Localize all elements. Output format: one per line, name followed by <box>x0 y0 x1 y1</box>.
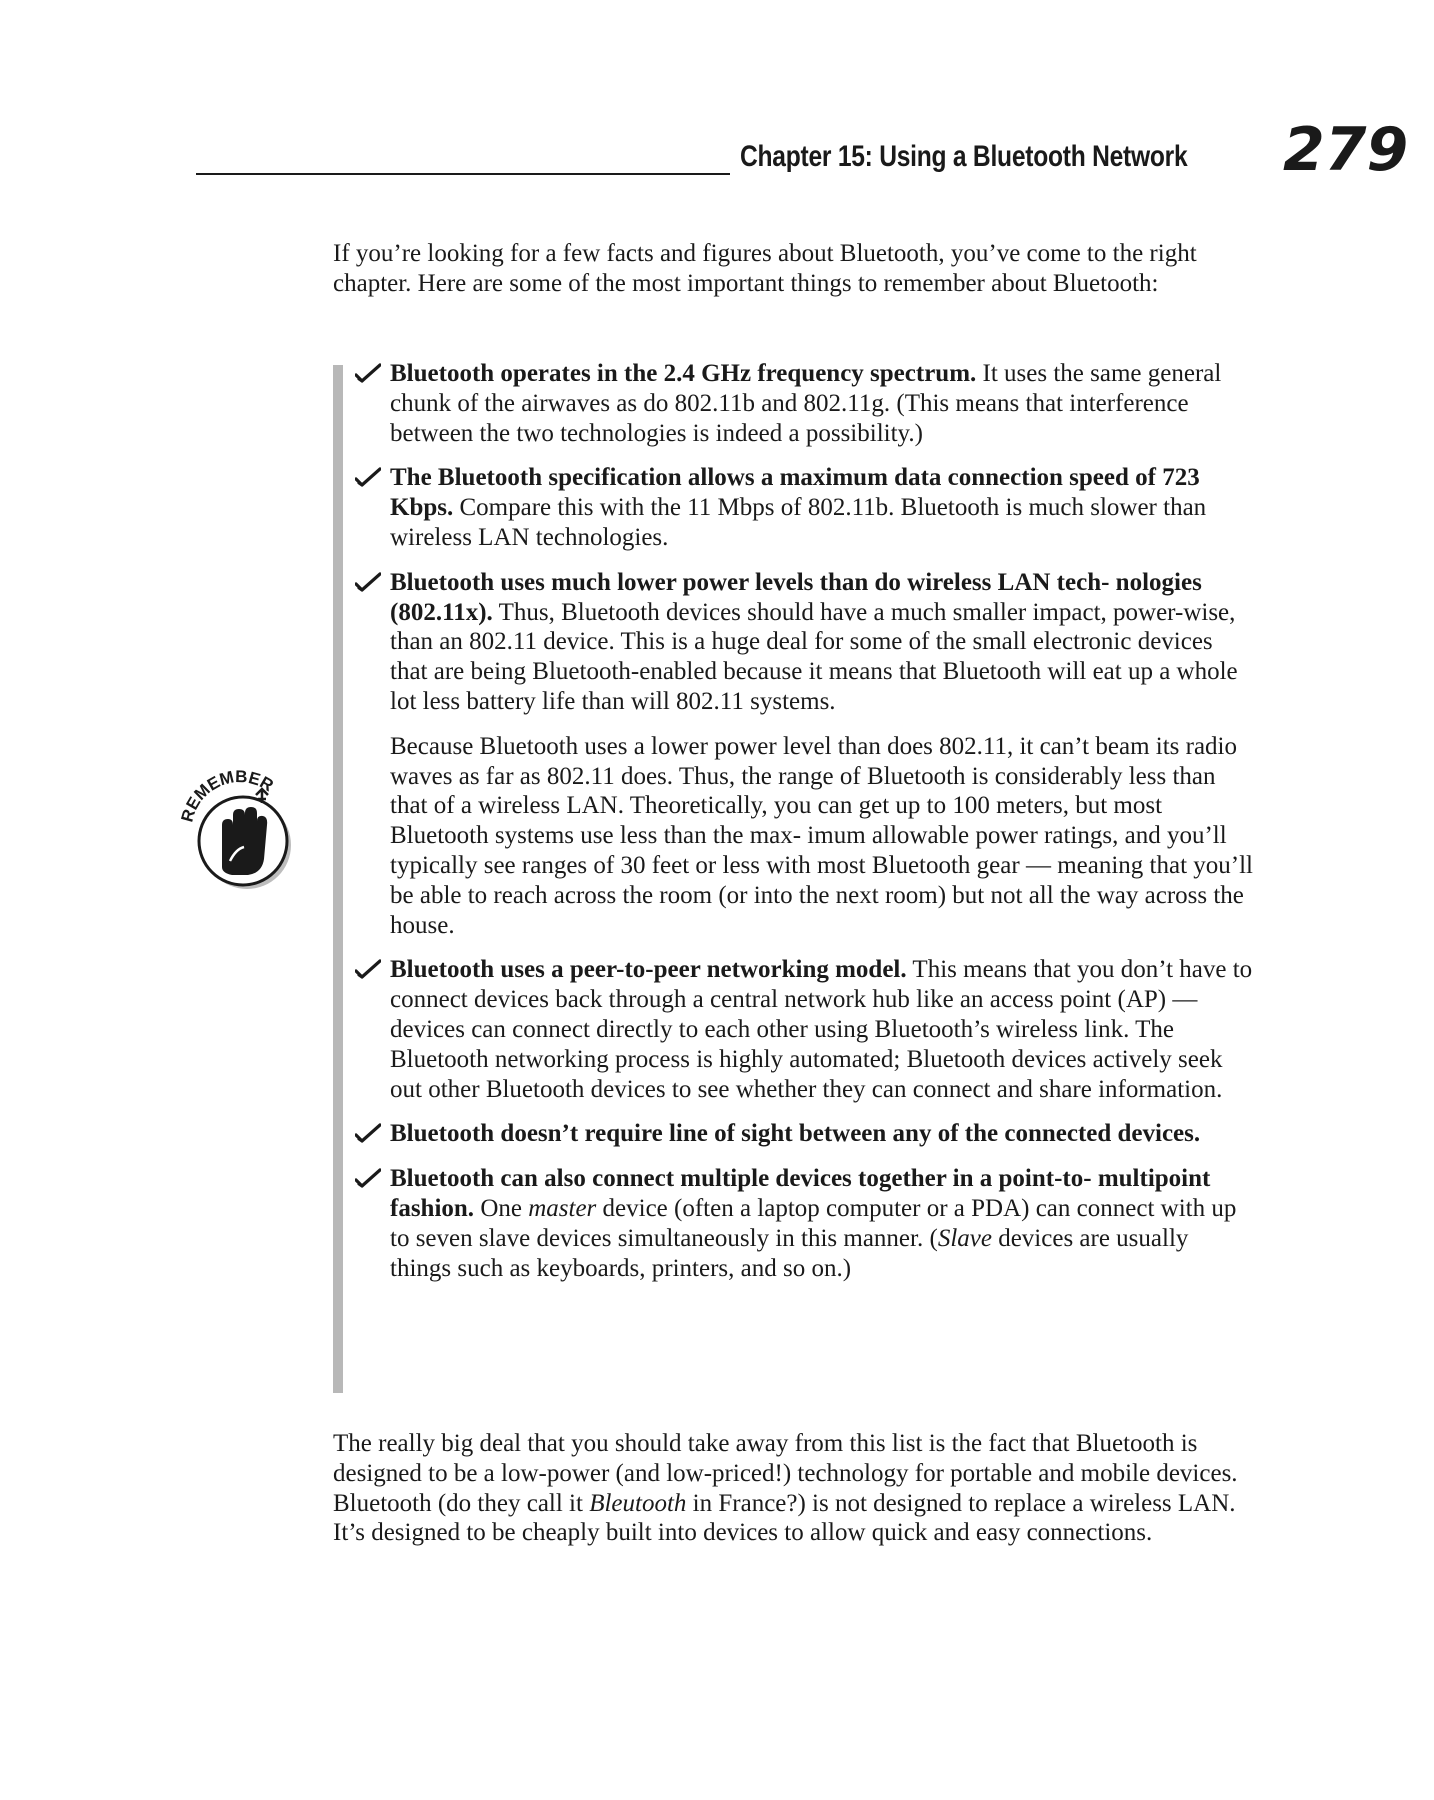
item-text: device (often a laptop computer or a PDA) can connect with up to seven slave devices simultaneously in this manner. ( <box>390 1194 1237 1252</box>
item-text: It uses the same general chunk of the airwaves as do 802.11b and 802.11g. (This means that interference between the two technologies is indeed a possibility.) <box>390 360 1222 447</box>
list-item <box>353 1119 1253 1149</box>
item-italic: Slave <box>937 1224 992 1252</box>
item-lead: Bluetooth can also connect multiple devices together in a point-to- multipoint fashion. <box>390 1165 1211 1222</box>
bullet-list <box>353 359 1253 1298</box>
list-item <box>353 359 1253 448</box>
list-item <box>353 955 1253 1104</box>
item-lead: Bluetooth doesn’t require line of sight between any of the connected devices. <box>390 1120 1201 1148</box>
check-bullet-icon <box>355 572 381 592</box>
item-lead: Bluetooth uses a peer-to-peer networking model. <box>390 956 907 984</box>
list-item <box>353 568 1253 941</box>
check-bullet-icon <box>355 467 381 487</box>
remember-sidebar-bar <box>333 365 343 1393</box>
check-bullet-icon <box>355 1123 381 1143</box>
item-text: Thus, Bluetooth devices should have a much smaller impact, power-wise, than an 802.11 device. This is a huge deal for some of the small electronic devices that are being Bluetooth-enabled because it means that Bluetooth will eat up a whole lot less battery life than will 802.11 systems. <box>390 598 1238 715</box>
item-text: Compare this with the 11 Mbps of 802.11b. Bluetooth is much slower than wireless LAN technologies. <box>390 494 1207 551</box>
item-lead: Bluetooth uses much lower power levels than do wireless LAN tech- nologies (802.11x). <box>390 568 1202 626</box>
check-bullet-icon <box>355 1168 381 1188</box>
page-number: 279 <box>1283 115 1409 185</box>
item-text: This means that you don’t have to connect devices back through a central network hub like an access point (AP) — devices can connect directly to each other using Bluetooth’s wireless link. The Bluetooth networking process is highly automated; Bluetooth devices actively seek out other Bluetooth devices to see whether they can connect and share information. <box>390 956 1253 1103</box>
item-text: One <box>474 1194 529 1222</box>
item-continuation: Because Bluetooth uses a lower power level than does 802.11, it can’t beam its radio waves as far as 802.11 does. Thus, the range of Bluetooth is considerably less than that of a wireless LAN. Theoretically, you can get up to 100 meters, but most Bluetooth systems use less than the max- imum allowable power ratings, and you’ll typically see ranges of 30 feet or less with most Bluetooth gear — meaning that you’ll be able to reach across the room (or into the next room) but not all the way across the house. <box>390 732 1253 939</box>
closing-paragraph <box>333 1429 1253 1548</box>
item-text: devices are usually things such as keyboards, printers, and so on.) <box>390 1224 1189 1282</box>
item-lead: The Bluetooth specification allows a maximum data connection speed of 723 Kbps. <box>390 464 1200 522</box>
remember-icon <box>170 755 310 895</box>
header-rule <box>196 173 730 175</box>
check-bullet-icon <box>355 959 381 979</box>
intro-paragraph: If you’re looking for a few facts and figures about Bluetooth, you’ve come to the right chapter. Here are some of the most important things to remember about Bluetooth: <box>333 240 1197 297</box>
list-item <box>353 463 1253 552</box>
closing-text: in France?) is not designed to replace a wireless LAN. It’s designed to be cheaply built into devices to allow quick and easy connections. <box>333 1489 1236 1547</box>
item-italic: master <box>528 1194 597 1222</box>
closing-italic: Bleutooth <box>589 1489 687 1517</box>
list-item <box>353 1164 1253 1283</box>
item-lead: Bluetooth operates in the 2.4 GHz frequency spectrum. <box>390 360 977 387</box>
chapter-title: Chapter 15: Using a Bluetooth Network <box>740 140 1188 173</box>
closing-text: The really big deal that you should take away from this list is the fact that Bluetooth is designed to be a low-power (and low-priced!) technology for portable and mobile devices. Bluetooth (do they call it <box>333 1430 1238 1517</box>
remember-icon-label: REMEMBER <box>177 767 277 825</box>
check-bullet-icon <box>355 363 381 383</box>
